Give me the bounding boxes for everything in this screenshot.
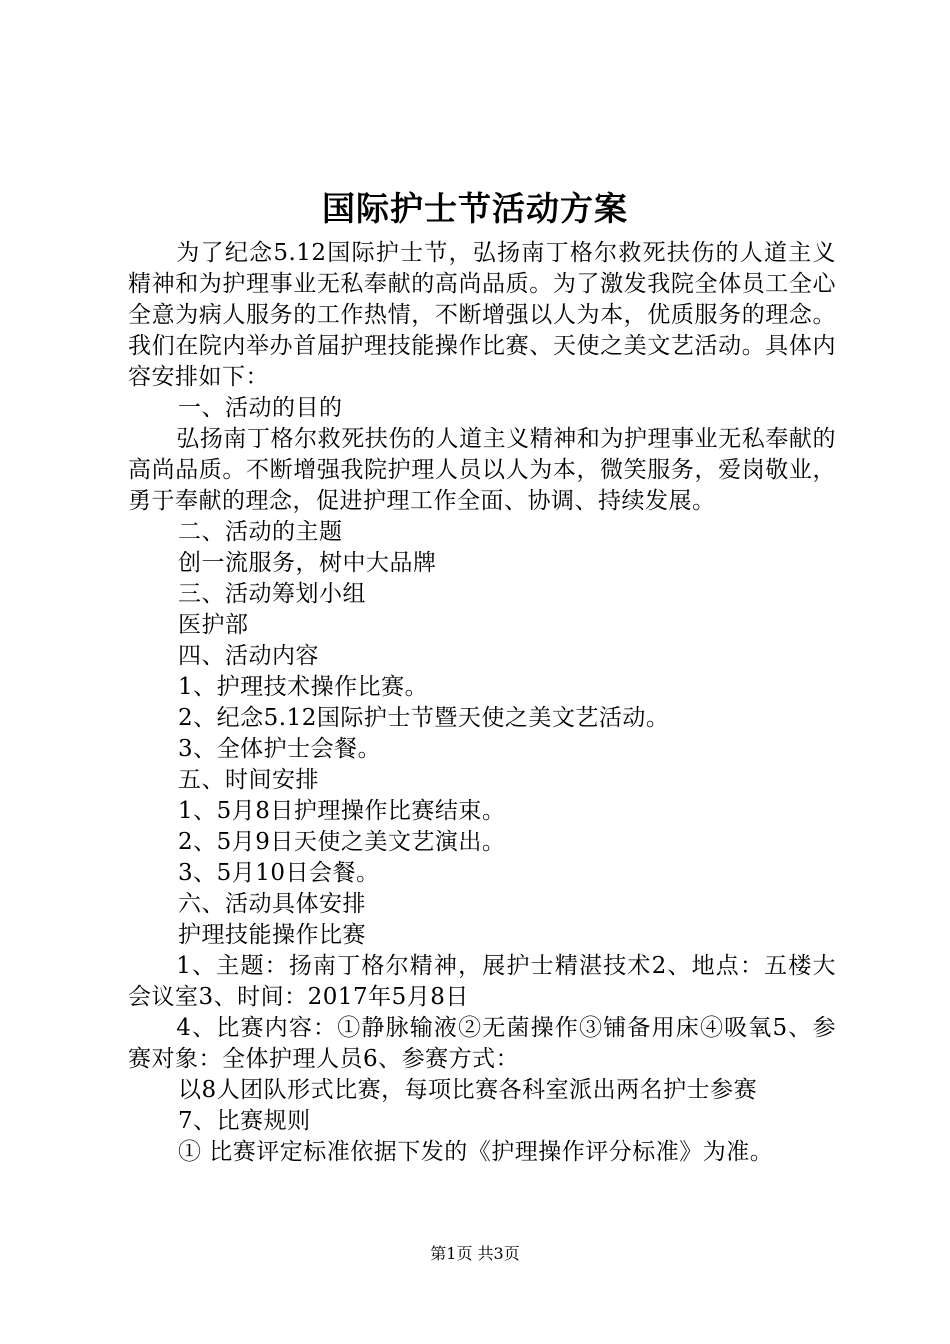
section-paragraph: 4、比赛内容：①静脉输液②无菌操作③铺备用床④吸氧5、参赛对象：全体护理人员6、参赛方式：: [128, 1015, 836, 1072]
section-heading: 五、时间安排: [178, 767, 319, 793]
list-item: 2、纪念5.12国际护士节暨天使之美文艺活动。: [178, 705, 670, 731]
section-paragraph: 弘扬南丁格尔救死扶伤的人道主义精神和为护理事业无私奉献的高尚品质。不断增强我院护理人员以人为本，微笑服务，爱岗敬业，勇于奉献的理念，促进护理工作全面、协调、持续发展。: [128, 426, 836, 514]
section-subheading: 护理技能操作比赛: [178, 922, 366, 948]
section-paragraph: 1、主题：扬南丁格尔精神，展护士精湛技术2、地点：五楼大会议室3、时间：2017年5月8日: [128, 953, 836, 1010]
section-heading: 二、活动的主题: [178, 519, 343, 545]
section-text: 医护部: [178, 612, 249, 638]
document-title: 国际护士节活动方案: [322, 189, 628, 228]
section-heading: 三、活动筹划小组: [178, 581, 366, 607]
list-item: 2、5月9日天使之美文艺演出。: [178, 829, 506, 855]
section-heading: 7、比赛规则: [178, 1108, 311, 1134]
document-body: [128, 238, 836, 1168]
list-item: 3、5月10日会餐。: [178, 860, 380, 886]
list-item: 1、护理技术操作比赛。: [178, 674, 429, 700]
section-text: 以8人团队形式比赛，每项比赛各科室派出两名护士参赛: [178, 1077, 758, 1103]
section-text: 创一流服务，树中大品牌: [178, 550, 437, 576]
section-heading: 一、活动的目的: [178, 395, 343, 421]
list-item: 1、5月8日护理操作比赛结束。: [178, 798, 506, 824]
intro-paragraph: 为了纪念5.12国际护士节，弘扬南丁格尔救死扶伤的人道主义精神和为护理事业无私奉献的高尚品质。为了激发我院全体员工全心全意为病人服务的工作热情，不断增强以人为本，优质服务的理念。我们在院内举办首届护理技能操作比赛、天使之美文艺活动。具体内容安排如下：: [128, 240, 836, 390]
section-heading: 六、活动具体安排: [178, 891, 366, 917]
list-item: 3、全体护士会餐。: [178, 736, 382, 762]
list-item: ① 比赛评定标准依据下发的《护理操作评分标准》为准。: [178, 1139, 774, 1165]
section-heading: 四、活动内容: [178, 643, 319, 669]
page-footer: 第1页 共3页: [430, 1244, 520, 1263]
